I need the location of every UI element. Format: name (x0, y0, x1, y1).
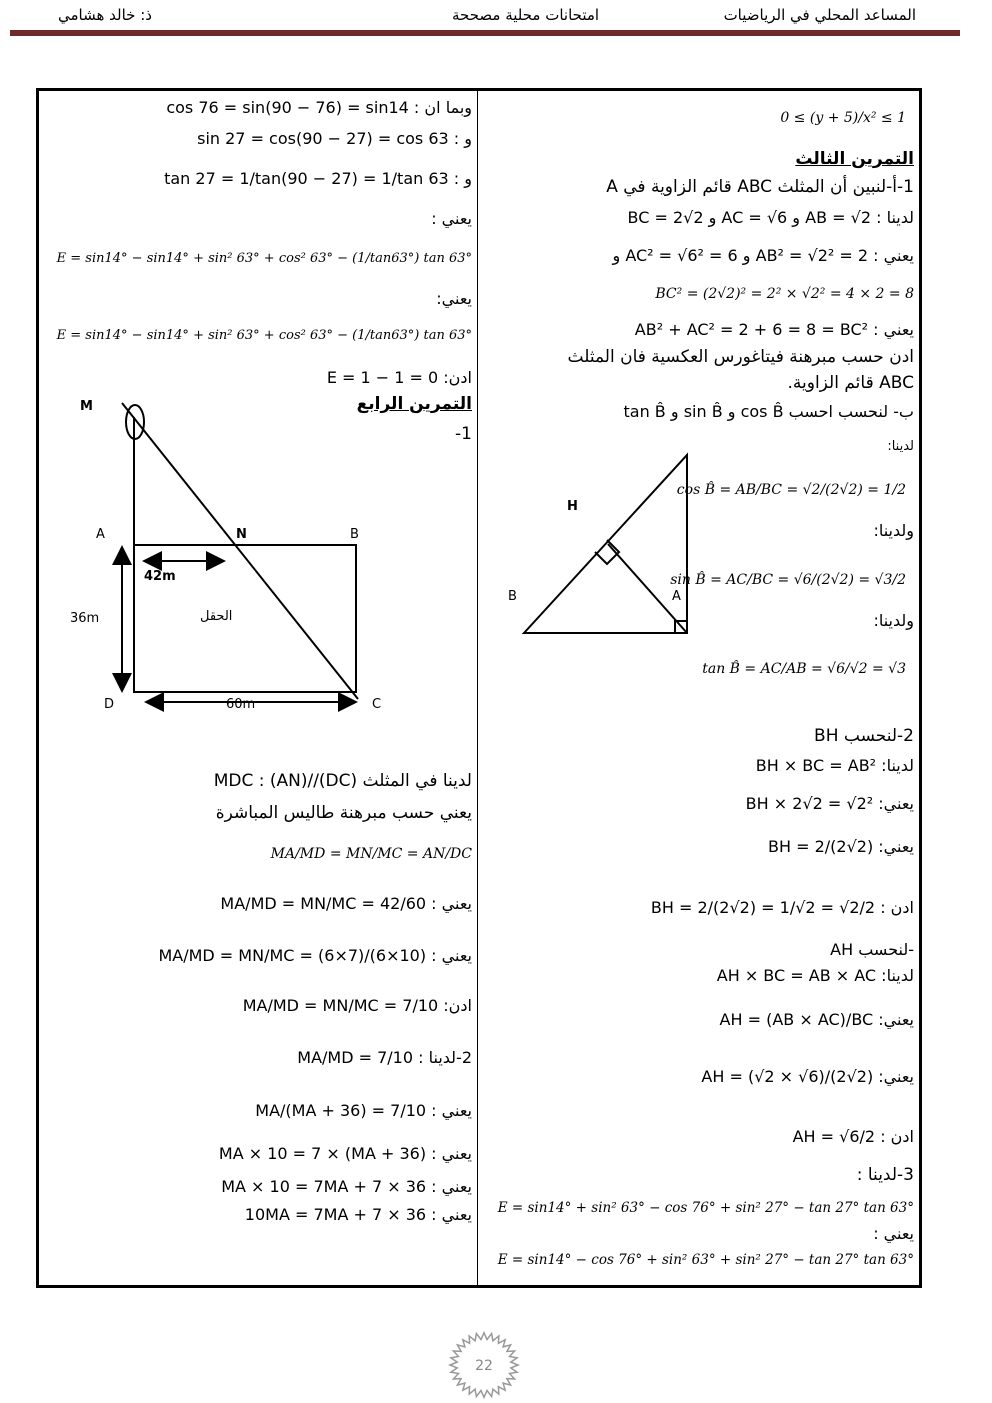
line-ah-substitute: يعني: AH = (√2 × √6)/(2√2) (701, 1067, 914, 1086)
page-number-badge (444, 1330, 524, 1400)
label-b: B (508, 589, 517, 604)
tan-b-formula: tan B̂ = AC/AB = √6/√2 = √3 (702, 661, 906, 677)
exercise-3-question-1a: 1-أ-لنبين أن المثلث ABC قائم الزاوية في A (606, 177, 914, 197)
label-d: D (104, 697, 115, 712)
label-an-length: 42m (144, 569, 176, 584)
line-meaning-2: يعني: (436, 289, 472, 308)
line-squares: يعني : AB² = √2² = 2 و AC² = √6² = 6 و (612, 246, 914, 265)
line-tan27: و : tan 27 = 1/tan(90 − 27) = 1/tan 63 (164, 169, 472, 188)
line-bh-result: ادن : BH = 2/(2√2) = 1/√2 = √2/2 (650, 898, 914, 917)
line-bh-fraction: يعني: BH = 2/(2√2) (767, 837, 914, 856)
line-ma-over-ma36: يعني : MA/(MA + 36) = 7/10 (255, 1101, 472, 1120)
expression-e-substituted: E = sin14° − sin14° + sin² 63° + cos² 63° − (1/tan63°) tan 63° (56, 251, 472, 266)
right-triangle-figure (500, 448, 700, 644)
line-bh-relation: لدينا: BH × BC = AB² (755, 756, 914, 775)
cos-b-formula: cos B̂ = AB/BC = √2/(2√2) = 1/2 (676, 482, 906, 498)
header-author: ذ: خالد هشامي (58, 6, 152, 24)
line-cos76: وبما ان : cos 76 = sin(90 − 76) = sin14 (166, 98, 472, 117)
exercise-3-title: التمرين الثالث (795, 149, 914, 169)
line-triangle-mdc: لدينا في المثلث MDC : (AN)//(DC) (213, 771, 472, 791)
line-bc-squared: BC² = (2√2)² = 2² × √2² = 4 × 2 = 8 (655, 286, 914, 302)
line-ah-relation: لدينا: AH × BC = AB × AC (716, 966, 914, 985)
exercise-4-question-1: -1 (455, 424, 472, 444)
line-sin27: و : sin 27 = cos(90 − 27) = cos 63 (197, 129, 472, 148)
expression-e-cancelled: E = sin14° − sin14° + sin² 63° + cos² 63° − (1/tan63°) tan 63° (56, 328, 472, 343)
line-ratio-result: ادن: MA/MD = MN/MC = 7/10 (242, 996, 472, 1015)
expression-e: E = sin14° + sin² 63° − cos 76° + sin² 27° − tan 27° tan 63° (497, 1200, 914, 1216)
question-ah: -لنحسب AH (830, 940, 914, 959)
column-divider (477, 91, 478, 1285)
label-b: B (350, 527, 359, 542)
label-a: A (672, 589, 681, 604)
expression-e-reordered: E = sin14° − cos 76° + sin² 63° + sin² 27° − tan 27° tan 63° (497, 1252, 914, 1268)
question-2: 2-لنحسب BH (814, 726, 914, 746)
line-thales: يعني حسب مبرهنة طاليس المباشرة (215, 803, 472, 823)
page-number: 22 (475, 1358, 493, 1374)
line-right-angle-conclusion: ABC قائم الزاوية. (787, 373, 914, 393)
label-n: N (236, 527, 247, 542)
header-right-title: المساعد المحلي في الرياضيات (723, 6, 916, 24)
line-cross-multiply: يعني : MA × 10 = 7 × (MA + 36) (218, 1144, 472, 1163)
line-ah-formula: يعني: AH = (AB × AC)/BC (719, 1010, 914, 1029)
header-center-title: امتحانات محلية مصححة (452, 6, 600, 24)
line-given: لدينا: (887, 439, 914, 454)
question-3: 3-لدينا : (856, 1165, 914, 1185)
line-and-given-1: ولدينا: (873, 521, 914, 540)
inequality-result: 0 ≤ (y + 5)/x² ≤ 1 (780, 110, 906, 126)
line-ratio-42-60: يعني : MA/MD = MN/MC = 42/60 (220, 894, 472, 913)
line-meaning-1: يعني : (431, 209, 472, 228)
line-simplify: يعني : 10MA = 7MA + 7 × 36 (244, 1205, 472, 1224)
line-ah-result: ادن : AH = √6/2 (792, 1127, 914, 1146)
field-figure (60, 395, 400, 720)
label-a: A (96, 527, 105, 542)
line-meaning: يعني : (873, 1224, 914, 1243)
field-rectangle (134, 545, 356, 692)
label-m: M (80, 399, 93, 414)
line-expand: يعني : MA × 10 = 7MA + 7 × 36 (221, 1177, 472, 1196)
label-h: H (567, 499, 578, 514)
line-e-result: ادن: E = 1 − 1 = 0 (326, 368, 472, 387)
line-bh-substitute: يعني: BH × 2√2 = √2² (745, 794, 914, 813)
label-c: C (372, 697, 382, 712)
page-header (0, 0, 992, 40)
question-1b: ب- لنحسب احسب cos B̂ و sin B̂ و tan B̂ (623, 402, 914, 421)
line-given-lengths: لدينا : AB = √2 و AC = √6 و BC = 2√2 (627, 208, 914, 227)
label-field: الحقل (200, 609, 233, 624)
line-pythagoras-converse: ادن حسب مبرهنة فيتاغورس العكسية فان المثلث (567, 347, 914, 367)
label-ad-length: 36m (70, 611, 100, 626)
header-rule (10, 30, 960, 36)
thales-ratios: MA/MD = MN/MC = AN/DC (270, 846, 472, 862)
line-ratio-factored: يعني : MA/MD = MN/MC = (6×7)/(6×10) (158, 946, 472, 965)
sin-b-formula: sin B̂ = AC/BC = √6/(2√2) = √3/2 (670, 572, 906, 588)
question-2-given: 2-لدينا : MA/MD = 7/10 (297, 1048, 472, 1067)
line-mc (122, 403, 358, 699)
line-sum-squares: يعني : AB² + AC² = 2 + 6 = 8 = BC² (634, 320, 914, 339)
exercise-4-title: التمرين الرابع (356, 394, 472, 414)
line-and-given-2: ولدينا: (873, 611, 914, 630)
label-dc-length: 60m (226, 697, 256, 712)
